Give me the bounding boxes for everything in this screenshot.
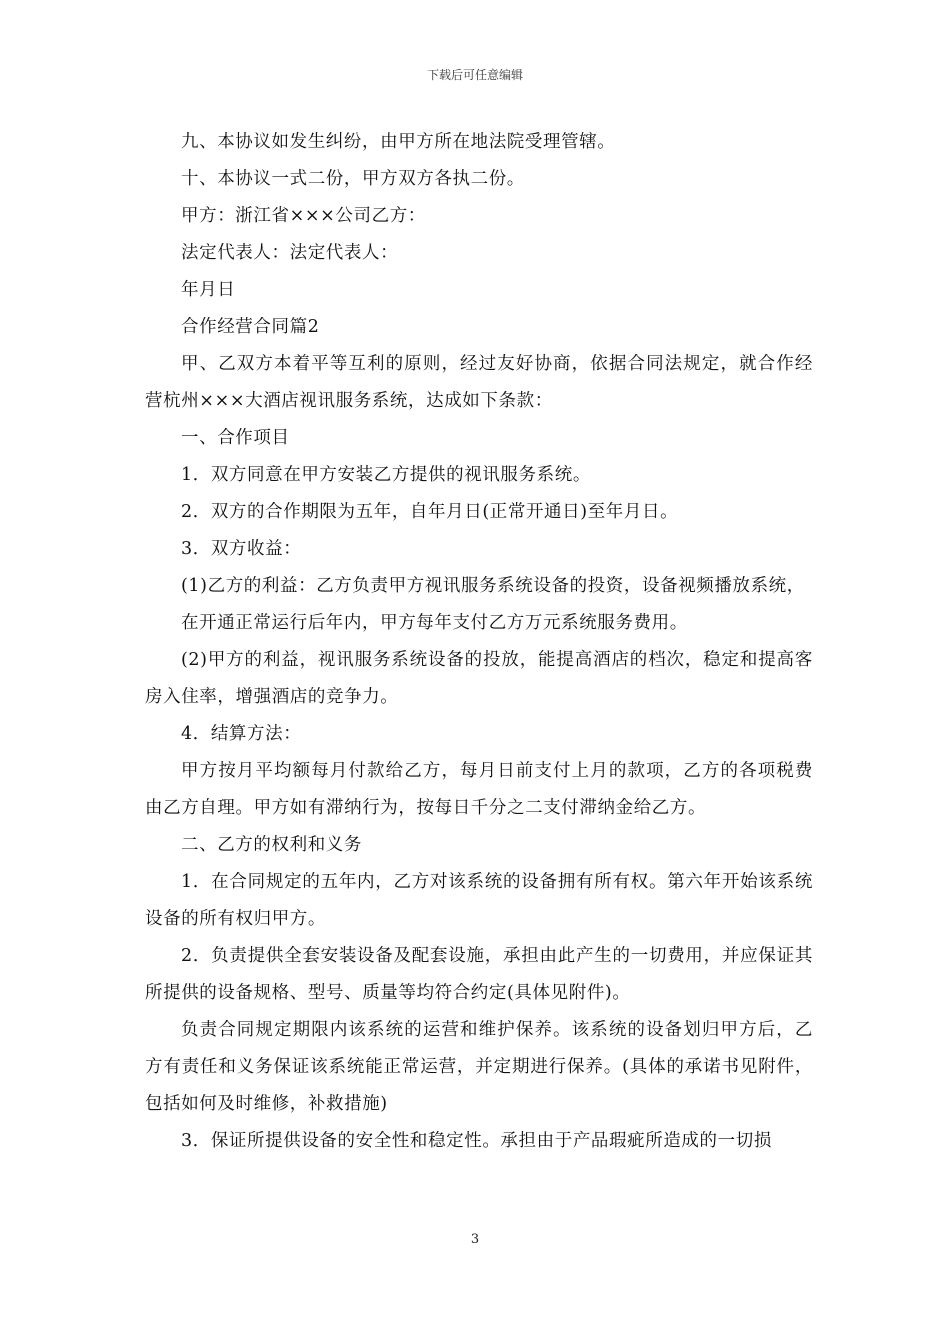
- paragraph: 4．结算方法：: [181, 724, 302, 744]
- paragraph: 甲方：浙江省×××公司乙方：: [181, 206, 426, 226]
- section-heading: 二、乙方的权利和义务: [181, 835, 362, 855]
- header-note: 下载后可任意编辑: [426, 68, 523, 82]
- paragraph: 十、本协议一式二份，甲方双方各执二份。: [181, 169, 525, 189]
- paragraph: 甲方按月平均额每月付款给乙方，每月日前支付上月的款项，乙方的各项税费由乙方自理。甲方如有滞纳行为，按每日千分之二支付滞纳金给乙方。: [145, 761, 813, 818]
- paragraph: 1．双方同意在甲方安装乙方提供的视讯服务系统。: [181, 465, 591, 485]
- page-number: 3: [470, 1232, 480, 1247]
- paragraph: 九、本协议如发生纠纷，由甲方所在地法院受理管辖。: [181, 132, 616, 152]
- document-body: [145, 124, 813, 1160]
- section-title: 合作经营合同篇2: [181, 317, 320, 337]
- paragraph: 2．双方的合作期限为五年，自年月日(正常开通日)至年月日。: [181, 502, 679, 522]
- paragraph: 2．负责提供全套安装设备及配套设施，承担由此产生的一切费用，并应保证其所提供的设备规格、型号、质量等均符合约定(具体见附件)。: [145, 946, 813, 1003]
- paragraph: (1)乙方的利益：乙方负责甲方视讯服务系统设备的投资，设备视频播放系统，: [181, 576, 805, 596]
- paragraph: 甲、乙双方本着平等互利的原则，经过友好协商，依据合同法规定，就合作经营杭州×××大酒店视讯服务系统，达成如下条款：: [145, 354, 813, 411]
- paragraph: (2)甲方的利益，视讯服务系统设备的投放，能提高酒店的档次，稳定和提高客房入住率，增强酒店的竞争力。: [145, 650, 813, 707]
- paragraph: 年月日: [181, 280, 236, 300]
- paragraph: 负责合同规定期限内该系统的运营和维护保养。该系统的设备划归甲方后，乙方有责任和义务保证该系统能正常运营，并定期进行保养。(具体的承诺书见附件，包括如何及时维修，补救措施): [145, 1020, 813, 1114]
- paragraph: 在开通正常运行后年内，甲方每年支付乙方万元系统服务费用。: [181, 613, 688, 633]
- section-heading: 一、合作项目: [181, 428, 290, 448]
- paragraph: 3．保证所提供设备的安全性和稳定性。承担由于产品瑕疵所造成的一切损: [181, 1131, 772, 1151]
- paragraph: 1．在合同规定的五年内，乙方对该系统的设备拥有所有权。第六年开始该系统设备的所有权归甲方。: [145, 872, 813, 929]
- paragraph: 法定代表人：法定代表人：: [181, 243, 399, 263]
- paragraph: 3．双方收益：: [181, 539, 302, 559]
